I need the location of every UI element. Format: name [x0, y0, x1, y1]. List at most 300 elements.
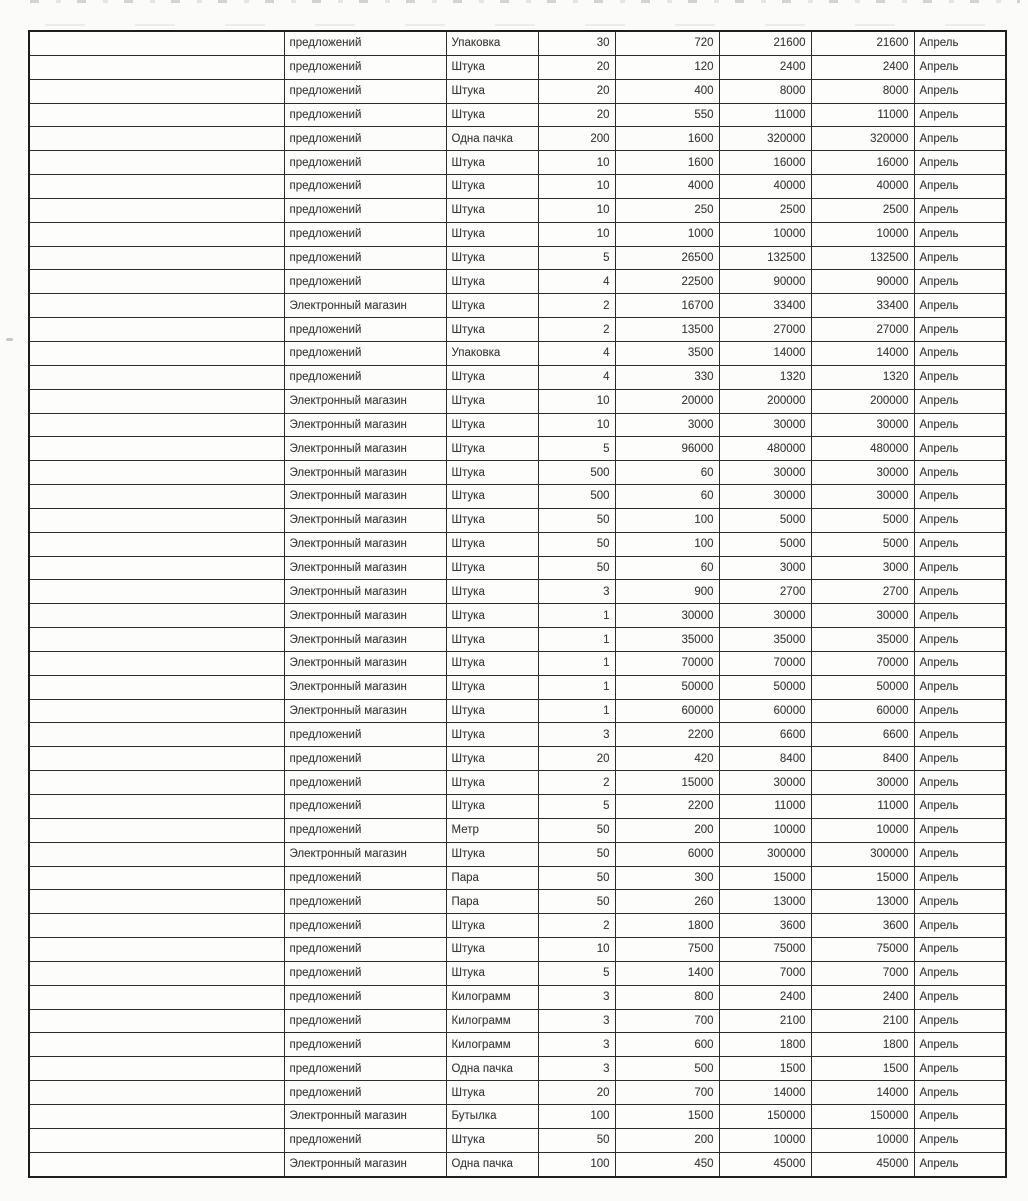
- cell-empty: [29, 1009, 284, 1033]
- cell-month: Апрель: [914, 532, 1006, 556]
- cell-price: 3000: [615, 413, 719, 437]
- cell-qty: 3: [538, 1057, 615, 1081]
- cell-method: предложений: [284, 747, 446, 771]
- table-row: [29, 1081, 1006, 1105]
- cell-total2: 200000: [811, 389, 914, 413]
- cell-qty: 20: [538, 79, 615, 103]
- cell-month: Апрель: [914, 55, 1006, 79]
- cell-total2: 16000: [811, 151, 914, 175]
- table-row: [29, 341, 1006, 365]
- cell-total2: 8400: [811, 747, 914, 771]
- cell-month: Апрель: [914, 842, 1006, 866]
- cell-month: Апрель: [914, 175, 1006, 199]
- cell-unit: Штука: [446, 365, 538, 389]
- table-row: [29, 246, 1006, 270]
- cell-month: Апрель: [914, 508, 1006, 532]
- cell-total2: 480000: [811, 437, 914, 461]
- cell-empty: [29, 485, 284, 509]
- cell-method: предложений: [284, 771, 446, 795]
- cell-total: 40000: [719, 175, 811, 199]
- cell-method: предложений: [284, 318, 446, 342]
- cell-unit: Штука: [446, 270, 538, 294]
- cell-month: Апрель: [914, 461, 1006, 485]
- table-row: [29, 294, 1006, 318]
- table-row: [29, 890, 1006, 914]
- cell-qty: 20: [538, 55, 615, 79]
- cell-total: 8000: [719, 79, 811, 103]
- cell-unit: Штука: [446, 55, 538, 79]
- table-row: [29, 556, 1006, 580]
- cell-total: 480000: [719, 437, 811, 461]
- cell-qty: 20: [538, 1081, 615, 1105]
- cell-qty: 4: [538, 365, 615, 389]
- cell-unit: Штука: [446, 485, 538, 509]
- cell-unit: Килограмм: [446, 985, 538, 1009]
- cell-month: Апрель: [914, 1128, 1006, 1152]
- table-row: [29, 127, 1006, 151]
- cell-price: 96000: [615, 437, 719, 461]
- table-row: [29, 485, 1006, 509]
- cell-price: 800: [615, 985, 719, 1009]
- cell-empty: [29, 198, 284, 222]
- table-row: [29, 389, 1006, 413]
- cell-total2: 75000: [811, 938, 914, 962]
- procurement-table: [28, 30, 1007, 1178]
- cell-total: 2100: [719, 1009, 811, 1033]
- cell-total: 15000: [719, 866, 811, 890]
- cell-month: Апрель: [914, 413, 1006, 437]
- table-row: [29, 771, 1006, 795]
- cell-method: предложений: [284, 222, 446, 246]
- cell-method: Электронный магазин: [284, 413, 446, 437]
- cell-method: предложений: [284, 55, 446, 79]
- table-row: [29, 175, 1006, 199]
- cell-total: 14000: [719, 1081, 811, 1105]
- table-row: [29, 1009, 1006, 1033]
- cell-qty: 200: [538, 127, 615, 151]
- cell-method: предложений: [284, 79, 446, 103]
- cell-qty: 10: [538, 222, 615, 246]
- cell-price: 900: [615, 580, 719, 604]
- cell-qty: 500: [538, 461, 615, 485]
- cell-total2: 10000: [811, 818, 914, 842]
- cell-total2: 8000: [811, 79, 914, 103]
- cell-unit: Штука: [446, 556, 538, 580]
- cell-empty: [29, 961, 284, 985]
- cell-empty: [29, 890, 284, 914]
- cell-total: 5000: [719, 532, 811, 556]
- cell-method: предложений: [284, 365, 446, 389]
- cell-total: 33400: [719, 294, 811, 318]
- cell-method: Электронный магазин: [284, 389, 446, 413]
- cell-method: предложений: [284, 270, 446, 294]
- table-row: [29, 365, 1006, 389]
- cell-month: Апрель: [914, 31, 1006, 55]
- table-row: [29, 1033, 1006, 1057]
- cell-qty: 4: [538, 270, 615, 294]
- cell-unit: Одна пачка: [446, 127, 538, 151]
- cell-price: 50000: [615, 675, 719, 699]
- table-row: [29, 628, 1006, 652]
- cell-total2: 90000: [811, 270, 914, 294]
- cell-qty: 4: [538, 341, 615, 365]
- cell-price: 60: [615, 461, 719, 485]
- cell-total: 3600: [719, 914, 811, 938]
- cell-unit: Штука: [446, 103, 538, 127]
- cell-unit: Штука: [446, 461, 538, 485]
- cell-price: 250: [615, 198, 719, 222]
- cell-total: 30000: [719, 461, 811, 485]
- cell-unit: Килограмм: [446, 1033, 538, 1057]
- cell-empty: [29, 461, 284, 485]
- cell-empty: [29, 580, 284, 604]
- cell-month: Апрель: [914, 556, 1006, 580]
- cell-qty: 50: [538, 890, 615, 914]
- cell-price: 300: [615, 866, 719, 890]
- cell-empty: [29, 1081, 284, 1105]
- cell-price: 1000: [615, 222, 719, 246]
- cell-method: Электронный магазин: [284, 437, 446, 461]
- cell-total: 10000: [719, 1128, 811, 1152]
- cell-month: Апрель: [914, 151, 1006, 175]
- cell-total2: 5000: [811, 532, 914, 556]
- cell-empty: [29, 795, 284, 819]
- cell-total2: 21600: [811, 31, 914, 55]
- cell-empty: [29, 1128, 284, 1152]
- cell-total2: 3000: [811, 556, 914, 580]
- table-row: [29, 55, 1006, 79]
- table-row: [29, 938, 1006, 962]
- cell-total2: 30000: [811, 461, 914, 485]
- cell-qty: 10: [538, 198, 615, 222]
- scan-artifact-top: [30, 0, 1020, 3]
- cell-empty: [29, 79, 284, 103]
- cell-total: 16000: [719, 151, 811, 175]
- cell-total2: 11000: [811, 795, 914, 819]
- scan-artifact-smudge: [45, 24, 985, 26]
- cell-month: Апрель: [914, 723, 1006, 747]
- cell-total2: 300000: [811, 842, 914, 866]
- table-row: [29, 79, 1006, 103]
- table-row: [29, 795, 1006, 819]
- cell-unit: Килограмм: [446, 1009, 538, 1033]
- cell-method: предложений: [284, 723, 446, 747]
- cell-empty: [29, 556, 284, 580]
- cell-unit: Штука: [446, 532, 538, 556]
- cell-unit: Штука: [446, 79, 538, 103]
- cell-price: 30000: [615, 604, 719, 628]
- cell-total: 132500: [719, 246, 811, 270]
- table-row: [29, 604, 1006, 628]
- cell-qty: 50: [538, 818, 615, 842]
- cell-empty: [29, 508, 284, 532]
- cell-qty: 100: [538, 1152, 615, 1176]
- cell-total2: 30000: [811, 771, 914, 795]
- cell-unit: Штука: [446, 938, 538, 962]
- cell-month: Апрель: [914, 651, 1006, 675]
- cell-total: 2400: [719, 55, 811, 79]
- cell-total: 60000: [719, 699, 811, 723]
- cell-month: Апрель: [914, 747, 1006, 771]
- cell-empty: [29, 103, 284, 127]
- cell-unit: Штука: [446, 604, 538, 628]
- table-row: [29, 961, 1006, 985]
- cell-method: предложений: [284, 914, 446, 938]
- cell-total2: 50000: [811, 675, 914, 699]
- cell-total: 21600: [719, 31, 811, 55]
- cell-total2: 2400: [811, 55, 914, 79]
- cell-month: Апрель: [914, 914, 1006, 938]
- table-row: [29, 723, 1006, 747]
- table-row: [29, 151, 1006, 175]
- cell-unit: Штука: [446, 842, 538, 866]
- cell-price: 720: [615, 31, 719, 55]
- cell-total2: 33400: [811, 294, 914, 318]
- cell-month: Апрель: [914, 961, 1006, 985]
- cell-unit: Метр: [446, 818, 538, 842]
- scan-artifact-left: [6, 338, 13, 341]
- cell-qty: 10: [538, 151, 615, 175]
- cell-total2: 14000: [811, 1081, 914, 1105]
- cell-total: 320000: [719, 127, 811, 151]
- cell-empty: [29, 175, 284, 199]
- cell-total: 70000: [719, 651, 811, 675]
- cell-qty: 20: [538, 103, 615, 127]
- cell-price: 35000: [615, 628, 719, 652]
- cell-unit: Упаковка: [446, 341, 538, 365]
- cell-total: 8400: [719, 747, 811, 771]
- cell-month: Апрель: [914, 580, 1006, 604]
- cell-method: предложений: [284, 866, 446, 890]
- cell-month: Апрель: [914, 890, 1006, 914]
- cell-method: Электронный магазин: [284, 842, 446, 866]
- cell-total2: 6600: [811, 723, 914, 747]
- cell-unit: Штука: [446, 1081, 538, 1105]
- cell-total2: 2500: [811, 198, 914, 222]
- cell-empty: [29, 866, 284, 890]
- cell-price: 400: [615, 79, 719, 103]
- cell-unit: Штука: [446, 651, 538, 675]
- cell-total2: 7000: [811, 961, 914, 985]
- table-row: [29, 198, 1006, 222]
- cell-month: Апрель: [914, 818, 1006, 842]
- cell-total2: 1800: [811, 1033, 914, 1057]
- cell-month: Апрель: [914, 294, 1006, 318]
- cell-qty: 50: [538, 532, 615, 556]
- cell-unit: Штука: [446, 294, 538, 318]
- cell-empty: [29, 532, 284, 556]
- cell-total2: 2700: [811, 580, 914, 604]
- cell-qty: 50: [538, 1128, 615, 1152]
- cell-empty: [29, 675, 284, 699]
- cell-empty: [29, 246, 284, 270]
- cell-month: Апрель: [914, 1033, 1006, 1057]
- cell-empty: [29, 699, 284, 723]
- cell-total: 27000: [719, 318, 811, 342]
- cell-method: предложений: [284, 127, 446, 151]
- cell-empty: [29, 604, 284, 628]
- table-row: [29, 1152, 1006, 1176]
- cell-unit: Штука: [446, 628, 538, 652]
- cell-month: Апрель: [914, 365, 1006, 389]
- cell-total: 90000: [719, 270, 811, 294]
- cell-unit: Штука: [446, 175, 538, 199]
- cell-unit: Штука: [446, 318, 538, 342]
- cell-price: 330: [615, 365, 719, 389]
- cell-empty: [29, 1104, 284, 1128]
- table-row: [29, 651, 1006, 675]
- cell-qty: 5: [538, 437, 615, 461]
- cell-empty: [29, 628, 284, 652]
- cell-method: предложений: [284, 961, 446, 985]
- cell-total: 2500: [719, 198, 811, 222]
- cell-total: 3000: [719, 556, 811, 580]
- cell-total: 2700: [719, 580, 811, 604]
- cell-total2: 2400: [811, 985, 914, 1009]
- cell-total2: 1320: [811, 365, 914, 389]
- table-row: [29, 985, 1006, 1009]
- cell-qty: 100: [538, 1104, 615, 1128]
- cell-month: Апрель: [914, 795, 1006, 819]
- cell-price: 100: [615, 508, 719, 532]
- cell-qty: 50: [538, 556, 615, 580]
- cell-total: 11000: [719, 103, 811, 127]
- cell-method: Электронный магазин: [284, 461, 446, 485]
- cell-month: Апрель: [914, 938, 1006, 962]
- cell-month: Апрель: [914, 985, 1006, 1009]
- cell-empty: [29, 437, 284, 461]
- cell-month: Апрель: [914, 1152, 1006, 1176]
- cell-price: 3500: [615, 341, 719, 365]
- table-row: [29, 437, 1006, 461]
- table-row: [29, 1128, 1006, 1152]
- cell-unit: Штука: [446, 198, 538, 222]
- cell-method: предложений: [284, 103, 446, 127]
- cell-method: Электронный магазин: [284, 580, 446, 604]
- cell-qty: 2: [538, 294, 615, 318]
- cell-unit: Штука: [446, 914, 538, 938]
- cell-total2: 13000: [811, 890, 914, 914]
- cell-total2: 5000: [811, 508, 914, 532]
- table-row: [29, 842, 1006, 866]
- cell-unit: Штука: [446, 389, 538, 413]
- cell-method: Электронный магазин: [284, 508, 446, 532]
- cell-unit: Бутылка: [446, 1104, 538, 1128]
- cell-method: предложений: [284, 818, 446, 842]
- cell-empty: [29, 842, 284, 866]
- cell-method: предложений: [284, 175, 446, 199]
- cell-total2: 30000: [811, 604, 914, 628]
- cell-empty: [29, 31, 284, 55]
- cell-price: 1400: [615, 961, 719, 985]
- cell-method: Электронный магазин: [284, 675, 446, 699]
- cell-price: 500: [615, 1057, 719, 1081]
- cell-method: Электронный магазин: [284, 1152, 446, 1176]
- cell-month: Апрель: [914, 127, 1006, 151]
- cell-method: предложений: [284, 198, 446, 222]
- cell-qty: 1: [538, 675, 615, 699]
- cell-method: предложений: [284, 1081, 446, 1105]
- cell-total2: 60000: [811, 699, 914, 723]
- cell-empty: [29, 318, 284, 342]
- cell-total: 5000: [719, 508, 811, 532]
- cell-method: Электронный магазин: [284, 1104, 446, 1128]
- cell-qty: 2: [538, 318, 615, 342]
- cell-total2: 132500: [811, 246, 914, 270]
- cell-unit: Штука: [446, 246, 538, 270]
- cell-empty: [29, 938, 284, 962]
- cell-method: предложений: [284, 151, 446, 175]
- table-row: [29, 747, 1006, 771]
- cell-empty: [29, 341, 284, 365]
- cell-price: 420: [615, 747, 719, 771]
- cell-total: 6600: [719, 723, 811, 747]
- cell-unit: Штука: [446, 413, 538, 437]
- cell-qty: 3: [538, 1009, 615, 1033]
- cell-price: 2200: [615, 795, 719, 819]
- cell-unit: Штука: [446, 1128, 538, 1152]
- cell-empty: [29, 723, 284, 747]
- cell-qty: 5: [538, 961, 615, 985]
- cell-method: Электронный магазин: [284, 604, 446, 628]
- cell-total: 10000: [719, 818, 811, 842]
- cell-qty: 3: [538, 1033, 615, 1057]
- table-row: [29, 103, 1006, 127]
- cell-qty: 50: [538, 842, 615, 866]
- cell-total2: 27000: [811, 318, 914, 342]
- cell-price: 15000: [615, 771, 719, 795]
- cell-month: Апрель: [914, 628, 1006, 652]
- cell-method: предложений: [284, 1128, 446, 1152]
- cell-qty: 2: [538, 771, 615, 795]
- cell-price: 2200: [615, 723, 719, 747]
- table-row: [29, 31, 1006, 55]
- cell-price: 1600: [615, 151, 719, 175]
- cell-unit: Пара: [446, 890, 538, 914]
- cell-empty: [29, 127, 284, 151]
- cell-qty: 20: [538, 747, 615, 771]
- table-row: [29, 914, 1006, 938]
- cell-total: 35000: [719, 628, 811, 652]
- cell-total: 45000: [719, 1152, 811, 1176]
- cell-price: 100: [615, 532, 719, 556]
- cell-qty: 1: [538, 651, 615, 675]
- cell-total2: 14000: [811, 341, 914, 365]
- cell-unit: Штука: [446, 222, 538, 246]
- cell-price: 260: [615, 890, 719, 914]
- cell-method: предложений: [284, 341, 446, 365]
- cell-month: Апрель: [914, 866, 1006, 890]
- cell-price: 450: [615, 1152, 719, 1176]
- cell-empty: [29, 365, 284, 389]
- cell-unit: Штука: [446, 723, 538, 747]
- cell-total: 75000: [719, 938, 811, 962]
- cell-empty: [29, 914, 284, 938]
- cell-qty: 500: [538, 485, 615, 509]
- table-row: [29, 318, 1006, 342]
- cell-price: 6000: [615, 842, 719, 866]
- cell-month: Апрель: [914, 103, 1006, 127]
- cell-price: 22500: [615, 270, 719, 294]
- table-row: [29, 818, 1006, 842]
- cell-total: 2400: [719, 985, 811, 1009]
- cell-empty: [29, 55, 284, 79]
- cell-unit: Штука: [446, 771, 538, 795]
- cell-month: Апрель: [914, 198, 1006, 222]
- cell-unit: Штука: [446, 675, 538, 699]
- cell-qty: 1: [538, 628, 615, 652]
- cell-total2: 3600: [811, 914, 914, 938]
